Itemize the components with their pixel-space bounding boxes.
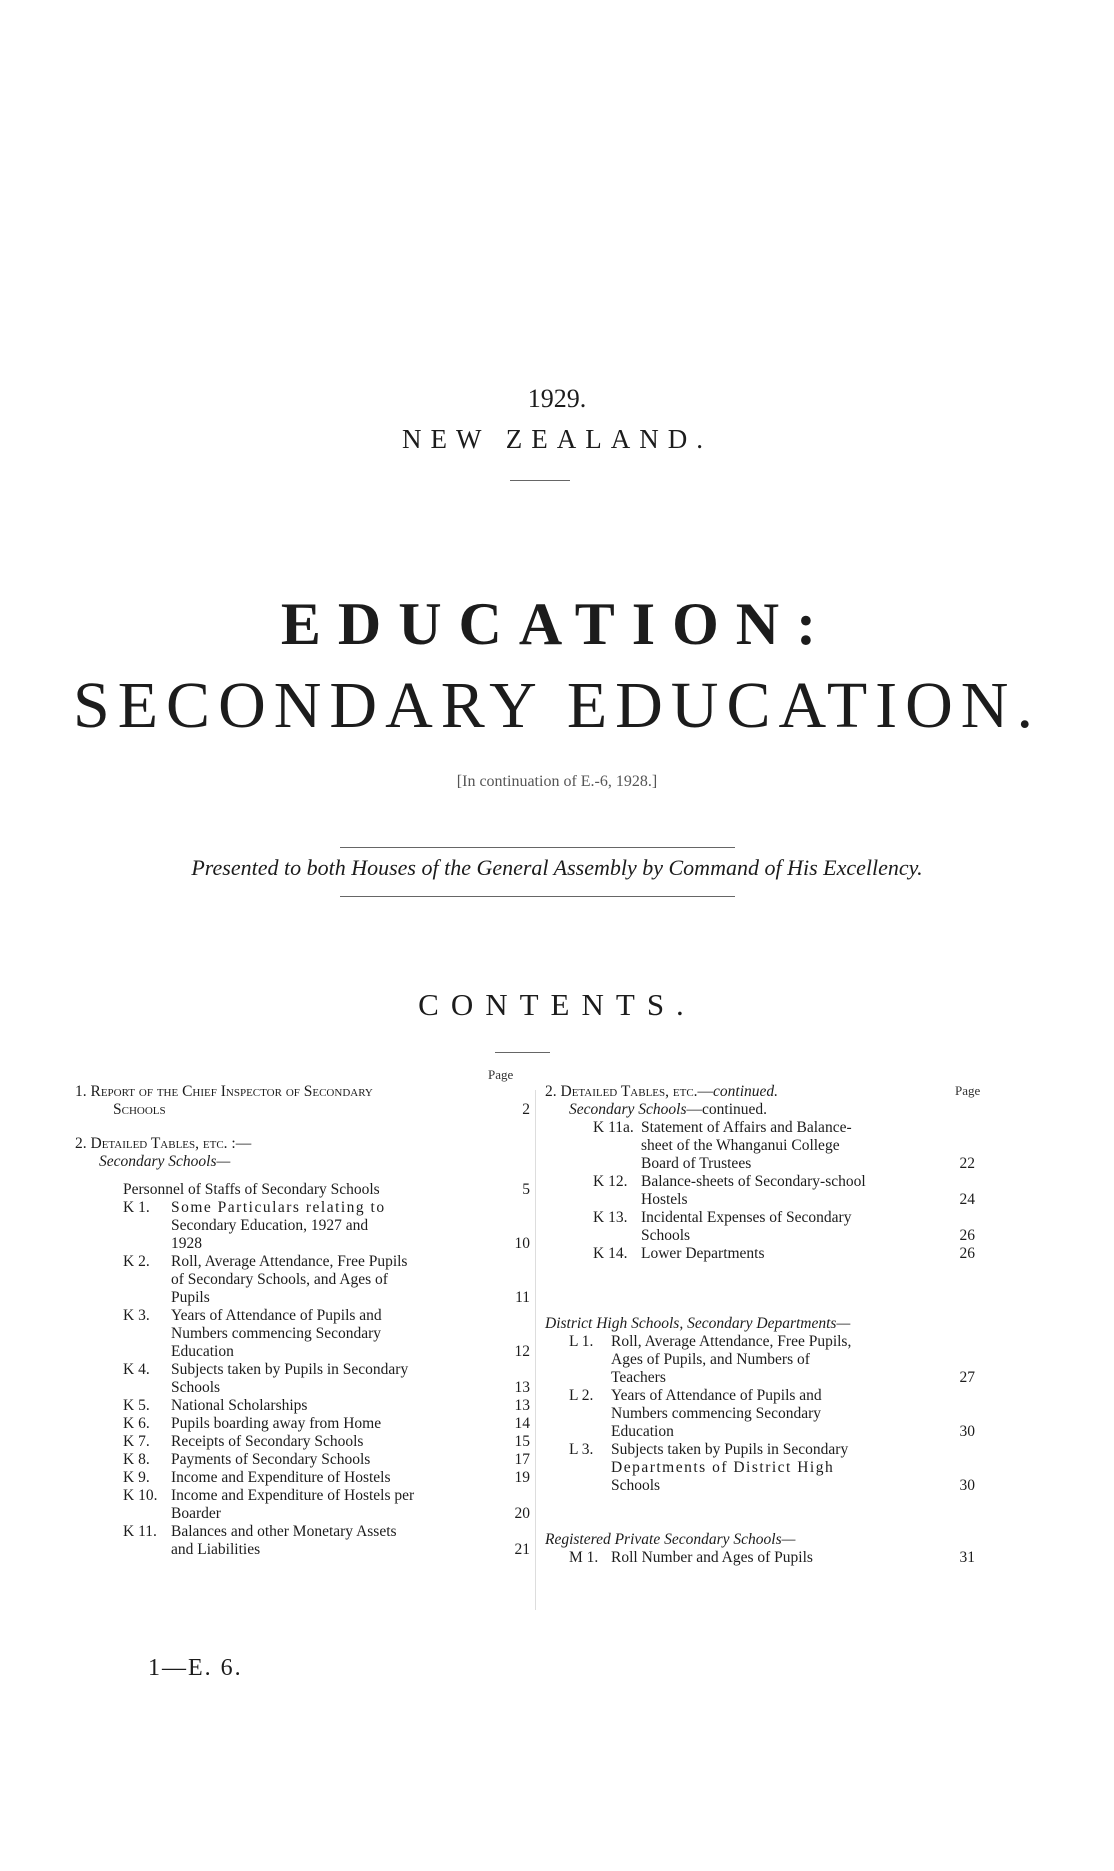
- toc-entry: [75, 1101, 530, 1119]
- toc-entry: M 1. Roll Number and Ages of Pupils 31: [569, 1549, 975, 1566]
- document-reference: 1—E. 6.: [148, 1655, 243, 1681]
- toc-entry-text: 1. Report of the Chief Inspector of Secondary: [75, 1083, 373, 1100]
- toc-page-number: 20: [514, 1505, 530, 1522]
- contents-right-column: [545, 1083, 975, 1567]
- toc-page-number: 21: [514, 1541, 530, 1558]
- toc-page-number: 24: [959, 1191, 975, 1208]
- toc-subheading: Secondary Schools—continued.: [569, 1101, 768, 1118]
- toc-entry: K 4. Subjects taken by Pupils in Secondary Schools 13: [123, 1361, 530, 1396]
- toc-entry-text: Secondary Schools—: [99, 1153, 231, 1170]
- toc-page-number: 13: [514, 1397, 530, 1414]
- toc-page-number: 17: [514, 1451, 530, 1468]
- contents-heading: CONTENTS.: [418, 987, 696, 1022]
- toc-page-number: 2: [522, 1101, 530, 1118]
- toc-page-number: 26: [959, 1227, 975, 1244]
- toc-entry: L 2. Years of Attendance of Pupils and Numbers commencing Secondary Education 30: [569, 1387, 975, 1440]
- divider: [510, 480, 570, 481]
- toc-page-number: 11: [515, 1289, 530, 1306]
- toc-entry: K 10. Income and Expenditure of Hostels per Boarder 20: [123, 1487, 530, 1522]
- column-divider: [535, 1090, 536, 1610]
- toc-entry-text: 2. Detailed Tables, etc. :—: [75, 1135, 252, 1152]
- toc-entry: K 9. Income and Expenditure of Hostels 19: [123, 1469, 530, 1486]
- year: 1929.: [527, 384, 587, 413]
- toc-page-number: 15: [514, 1433, 530, 1450]
- toc-entry: K 6. Pupils boarding away from Home 14: [123, 1415, 530, 1432]
- toc-entry: K 11. Balances and other Monetary Assets and Liabilities 21: [123, 1523, 530, 1558]
- toc-entry: [75, 1083, 530, 1101]
- toc-page-number: 22: [959, 1155, 975, 1172]
- toc-entry: K 8. Payments of Secondary Schools 17: [123, 1451, 530, 1468]
- toc-entry: K 14. Lower Departments 26: [593, 1245, 975, 1262]
- toc-page-number: 30: [959, 1477, 975, 1494]
- page-column-label: Page: [955, 1083, 981, 1098]
- toc-entry: K 13. Incidental Expenses of Secondary Schools 26: [593, 1209, 975, 1244]
- contents-left-column: [75, 1083, 530, 1559]
- main-title: EDUCATION:: [280, 591, 834, 657]
- toc-subheading: Registered Private Secondary Schools—: [545, 1531, 796, 1548]
- divider: [340, 847, 735, 848]
- toc-entry: L 3. Subjects taken by Pupils in Secondary Departments of District High Schools 30: [569, 1441, 975, 1494]
- toc-page-number: 5: [522, 1181, 530, 1198]
- presented-line: Presented to both Houses of the General Assembly by Command of His Excellency.: [191, 855, 923, 880]
- toc-page-number: 30: [959, 1423, 975, 1440]
- toc-page-number: 31: [959, 1549, 975, 1566]
- toc-entry-text: 2. Detailed Tables, etc.—: [545, 1083, 714, 1100]
- toc-entry: L 1. Roll, Average Attendance, Free Pupils, Ages of Pupils, and Numbers of Teachers 27: [569, 1333, 975, 1386]
- continuation-note: [In continuation of E.-6, 1928.]: [456, 773, 658, 790]
- toc-entry: K 1. Some Particulars relating to Secondary Education, 1927 and 1928 10: [123, 1199, 530, 1252]
- toc-page-number: 10: [514, 1235, 530, 1252]
- toc-page-number: 19: [514, 1469, 530, 1486]
- toc-entry-text: Schools: [113, 1101, 166, 1118]
- toc-entry-text: Personnel of Staffs of Secondary Schools: [123, 1181, 380, 1198]
- toc-page-number: 12: [514, 1343, 530, 1360]
- toc-entry: K 11a. Statement of Affairs and Balance- sheet of the Whanganui College Board of Trustees 22: [593, 1119, 975, 1172]
- toc-page-number: 14: [514, 1415, 530, 1432]
- page-column-label: Page: [488, 1067, 514, 1082]
- toc-page-number: 13: [514, 1379, 530, 1396]
- toc-subheading: [75, 1153, 530, 1171]
- toc-entry: K 12. Balance-sheets of Secondary-school Hostels 24: [593, 1173, 975, 1208]
- sub-title: SECONDARY EDUCATION.: [73, 669, 1041, 742]
- toc-page-number: 27: [959, 1369, 975, 1386]
- toc-entry: K 2. Roll, Average Attendance, Free Pupils of Secondary Schools, and Ages of Pupils 11: [123, 1253, 530, 1306]
- divider: [495, 1052, 550, 1053]
- toc-entry: [75, 1181, 530, 1199]
- toc-page-number: 26: [959, 1245, 975, 1262]
- country-heading: NEW ZEALAND.: [402, 424, 712, 454]
- divider: [340, 896, 735, 897]
- toc-entry: K 7. Receipts of Secondary Schools 15: [123, 1433, 530, 1450]
- toc-entry: K 3. Years of Attendance of Pupils and Numbers commencing Secondary Education 12: [123, 1307, 530, 1360]
- toc-entry: [75, 1135, 530, 1153]
- toc-entry: 2. Detailed Tables, etc.—continued.: [545, 1083, 779, 1100]
- toc-subheading: District High Schools, Secondary Departments—: [545, 1315, 851, 1332]
- toc-entry: K 5. National Scholarships 13: [123, 1397, 530, 1414]
